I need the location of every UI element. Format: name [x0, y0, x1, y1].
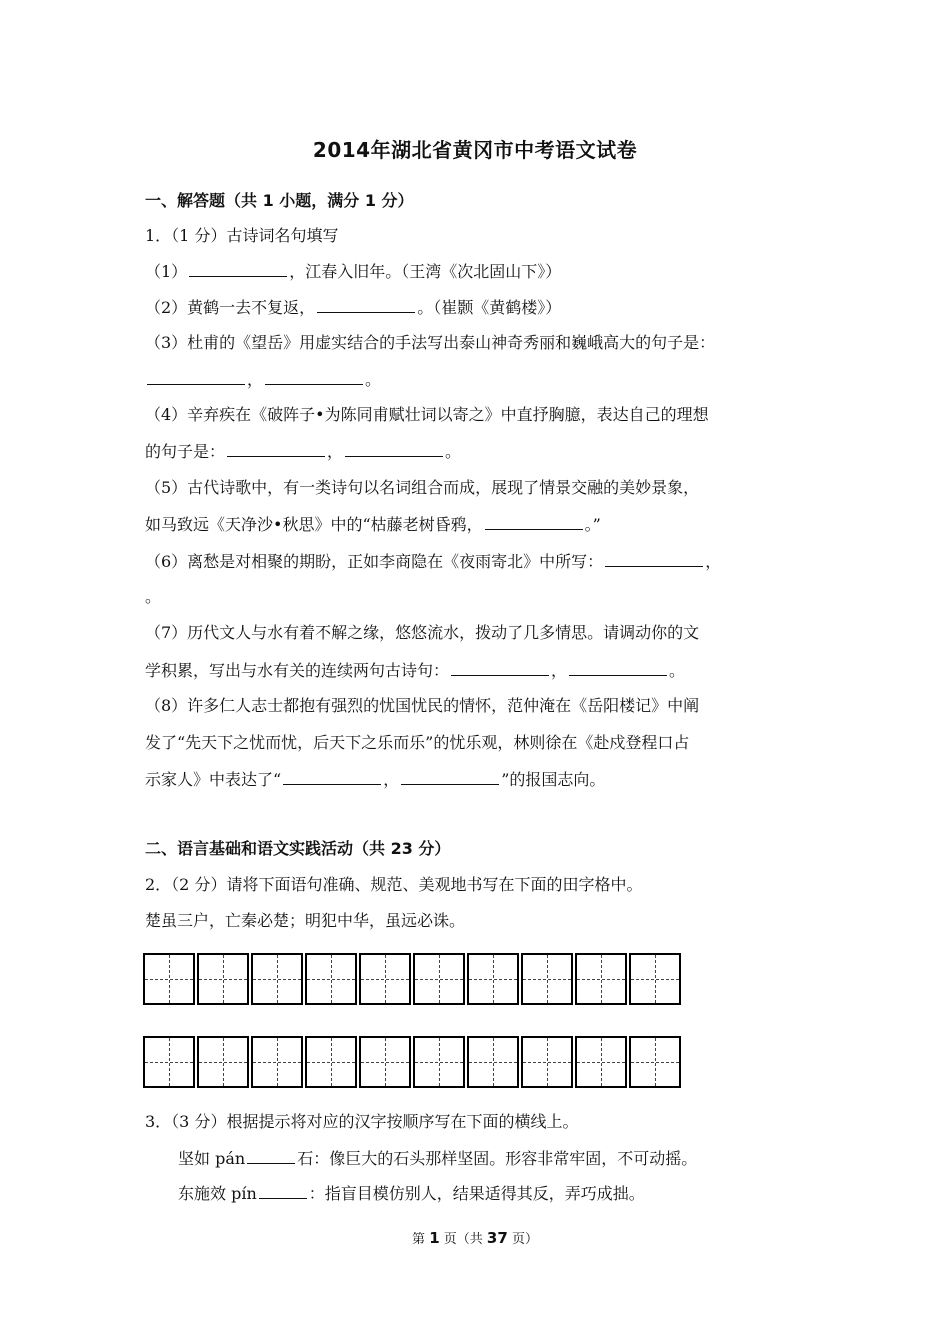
q1-item-5-end: 。”: [584, 515, 601, 534]
answer-blank[interactable]: [259, 1182, 307, 1199]
tianzige-cell[interactable]: [629, 1036, 681, 1088]
answer-blank[interactable]: [345, 440, 443, 457]
q1-item-4: （4）辛弃疾在《破阵子•为陈同甫赋壮词以寄之》中直抒胸臆，表达自己的理想: [145, 405, 709, 424]
tianzige-cell[interactable]: [305, 1036, 357, 1088]
question-1-stem: 1．（1 分）古诗词名句填写: [145, 226, 339, 245]
answer-blank[interactable]: [569, 659, 667, 676]
tianzige-cell[interactable]: [629, 953, 681, 1005]
page-footer: [0, 1228, 950, 1247]
tianzige-cell[interactable]: [143, 953, 195, 1005]
tianzige-grid-row-2: [143, 1036, 681, 1088]
q1-item-4-comma: ，: [327, 442, 344, 461]
q3-line-1-prefix: 坚如 pán: [178, 1149, 246, 1168]
q1-item-5-answer: [145, 513, 601, 536]
q1-item-2: [145, 296, 561, 319]
q1-item-3: （3）杜甫的《望岳》用虚实结合的手法写出泰山神奇秀丽和巍峨高大的句子是：: [145, 333, 716, 352]
q1-item-8-answer: [145, 768, 605, 791]
q1-item-8: （8）许多仁人志士都抱有强烈的忧国忧民的情怀，范仲淹在《岳阳楼记》中阐: [145, 696, 700, 715]
answer-blank[interactable]: [247, 1147, 295, 1164]
q1-item-7: （7）历代文人与水有着不解之缘，悠悠流水，拨动了几多情思。请调动你的文: [145, 623, 700, 642]
q1-item-1-suffix: ，江春入旧年。（王湾《次北固山下》）: [289, 262, 562, 281]
q1-item-4-answer: [145, 440, 461, 463]
question-3-line-2: [178, 1182, 645, 1205]
q1-item-2-suffix: 。（崔颢《黄鹤楼》）: [417, 298, 562, 317]
q3-line-1-suffix: 石：像巨大的石头那样坚固。形容非常牢固，不可动摇。: [297, 1149, 698, 1168]
question-2-stem: 2．（2 分）请将下面语句准确、规范、美观地书写在下面的田字格中。: [145, 875, 643, 894]
q1-item-7-prefix: 学积累，写出与水有关的连续两句古诗句：: [145, 661, 450, 680]
tianzige-cell[interactable]: [359, 953, 411, 1005]
question-2-sentence: 楚虽三户，亡秦必楚；明犯中华，虽远必诛。: [145, 911, 466, 930]
answer-blank[interactable]: [227, 440, 325, 457]
q1-item-7-answer: [145, 659, 685, 682]
tianzige-cell[interactable]: [197, 953, 249, 1005]
q1-item-2-prefix: （2）黄鹤一去不复返，: [145, 298, 316, 317]
q3-line-2-suffix: ：指盲目模仿别人，结果适得其反，弄巧成拙。: [308, 1184, 645, 1203]
q1-item-5-prefix: 如马致远《天净沙•秋思》中的“枯藤老树昏鸦，: [145, 515, 483, 534]
tianzige-cell[interactable]: [413, 953, 465, 1005]
tianzige-cell[interactable]: [251, 953, 303, 1005]
tianzige-cell[interactable]: [575, 1036, 627, 1088]
q1-item-5: （5）古代诗歌中，有一类诗句以名词组合而成，展现了情景交融的美妙景象，: [145, 478, 700, 497]
q1-item-3-end: 。: [365, 370, 382, 389]
q1-item-6-continued: 。: [145, 587, 162, 606]
section-1-heading: 一、解答题（共 1 小题，满分 1 分）: [145, 191, 414, 210]
tianzige-cell[interactable]: [359, 1036, 411, 1088]
question-3-stem: 3．（3 分）根据提示将对应的汉字按顺序写在下面的横线上。: [145, 1112, 579, 1131]
q3-line-2-prefix: 东施效 pín: [178, 1184, 257, 1203]
q1-item-4-end: 。: [445, 442, 462, 461]
q1-item-8-prefix: 示家人》中表达了“: [145, 770, 282, 789]
footer-mid: 页（共: [443, 1232, 483, 1247]
answer-blank[interactable]: [189, 260, 287, 277]
q1-item-4-prefix: 的句子是：: [145, 442, 226, 461]
tianzige-grid-row-1: [143, 953, 681, 1005]
q1-item-7-end: 。: [669, 661, 686, 680]
current-page-number: 1: [429, 1229, 440, 1247]
q1-item-6-prefix: （6）离愁是对相聚的期盼，正如李商隐在《夜雨寄北》中所写：: [145, 552, 604, 571]
tianzige-cell[interactable]: [251, 1036, 303, 1088]
tianzige-cell[interactable]: [521, 953, 573, 1005]
answer-blank[interactable]: [283, 768, 381, 785]
page-title: 2014年湖北省黄冈市中考语文试卷: [312, 138, 638, 162]
q1-item-6: [145, 550, 721, 573]
tianzige-cell[interactable]: [575, 953, 627, 1005]
section-2-heading: 二、语言基础和语文实践活动（共 23 分）: [145, 839, 451, 858]
answer-blank[interactable]: [265, 368, 363, 385]
tianzige-cell[interactable]: [143, 1036, 195, 1088]
q1-item-1: [145, 260, 561, 283]
q1-item-1-prefix: （1）: [145, 262, 188, 281]
q1-item-8-end: ”的报国志向。: [501, 770, 606, 789]
answer-blank[interactable]: [485, 513, 583, 530]
answer-blank[interactable]: [451, 659, 549, 676]
q1-item-8-comma: ，: [383, 770, 400, 789]
question-3-line-1: [178, 1147, 697, 1170]
tianzige-cell[interactable]: [197, 1036, 249, 1088]
q1-item-6-end: ，: [705, 552, 722, 571]
tianzige-cell[interactable]: [413, 1036, 465, 1088]
total-pages: 37: [486, 1229, 508, 1247]
q1-item-3-answer: [145, 368, 381, 391]
tianzige-cell[interactable]: [305, 953, 357, 1005]
answer-blank[interactable]: [605, 550, 703, 567]
tianzige-cell[interactable]: [521, 1036, 573, 1088]
answer-blank[interactable]: [147, 368, 245, 385]
q1-item-7-comma: ，: [551, 661, 568, 680]
q1-item-3-comma: ，: [247, 370, 264, 389]
answer-blank[interactable]: [317, 296, 415, 313]
footer-prefix: 第: [412, 1232, 426, 1247]
footer-suffix: 页）: [511, 1232, 538, 1247]
tianzige-cell[interactable]: [467, 953, 519, 1005]
tianzige-cell[interactable]: [467, 1036, 519, 1088]
q1-item-8-line-2: 发了“先天下之忧而忧，后天下之乐而乐”的忧乐观，林则徐在《赴戍登程口占: [145, 733, 690, 752]
answer-blank[interactable]: [401, 768, 499, 785]
